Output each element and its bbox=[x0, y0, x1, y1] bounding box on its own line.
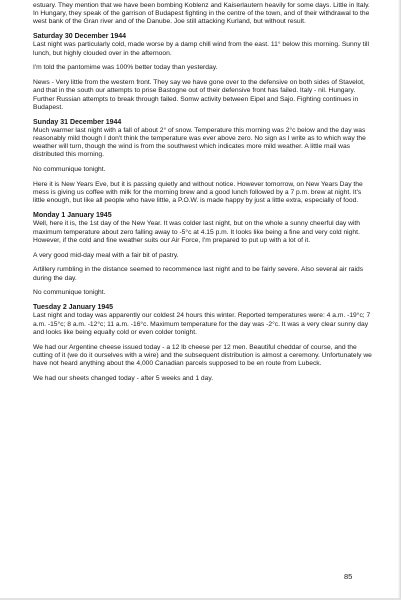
diary-entry-monday-1-january-1945 bbox=[33, 212, 373, 245]
paragraph bbox=[33, 266, 373, 282]
diary-text-column bbox=[33, 2, 373, 390]
entry-date: Sunday 31 December 1944 bbox=[33, 118, 122, 126]
entry-date: Tuesday 2 January 1945 bbox=[33, 304, 114, 312]
paragraph-text: Last night was particularly cold, made worse by a damp chill wind from the east. 11° below this morning. Sunny till lunch, but highly clouded over in the afternoon. bbox=[33, 41, 369, 57]
paragraph-text: Artillery rumbling in the distance seemed to recommence last night and to be fairly severe. Also several air raids during the day. bbox=[33, 266, 364, 282]
paragraph-text: I'm told the pantomime was 100% better today than yesterday. bbox=[33, 64, 218, 72]
diary-entry-tuesday-2-january-1945 bbox=[33, 304, 373, 337]
paragraph bbox=[33, 64, 373, 72]
diary-entry-saturday-30-december-1944 bbox=[33, 33, 373, 58]
paragraph-text: News - Very little from the western front. They say we have gone over to the defensive on both sides of Stavelot, and that in the south our attempts to prise Bastogne out of their defensive front has failed. Italy - nil. Hungary. Further Russian attempts to break through failed. Somw activity between Eipel and Sajo. Fighting continues in Budapest. bbox=[33, 79, 365, 111]
paragraph-text: No communique tonight. bbox=[33, 166, 106, 174]
entry-date: Monday 1 January 1945 bbox=[33, 212, 112, 220]
paragraph-text: Much warmer last night with a fall of about 2° of snow. Temperature this morning was 2°c below and the day was reasonably mild though I don't think the temperature was ever above zero. No sign as I write as to which way the weather will turn, though the wind is from the southwest which indicates more mild weather. A little mail was distributed this morning. bbox=[33, 126, 366, 159]
paragraph-text: estuary. They mention that we have been bombing Koblenz and Kaiserlautern heavily for some days. Little in Italy. In Hungary, they speak of the garrison of Budapest fighting in the centre of the town, and of their withdrawal to the west bank of the Gran river and of the Danube. Joe still attacking Kurland, but without result. bbox=[33, 2, 370, 26]
paragraph-text: Here it is New Years Eve, but it is passing quietly and without notice. However tomorrow, on New Years Day the mess is giving us coffee with milk for the morning brew and a good lunch followed by a 7 p.m. brew at night. It's little enough, but like all people who have little, a P.O.W. is made happy by just a little extra, especially of food. bbox=[33, 181, 363, 205]
paragraph-text: Last night and today was apparently our coldest 24 hours this winter. Reported temperatures were: 4 a.m. -19°c; 7 a.m. -15°c; 8 a.m. -12°c; 11 a.m. -16°c. Maximum temperature for the day was -2°c. It was a very clear sunny day and looks like being equally cold or even colder tonight. bbox=[33, 312, 371, 336]
paragraph bbox=[33, 79, 373, 112]
paragraph-text: A very good mid-day meal with a fair bit of pastry. bbox=[33, 251, 179, 259]
paragraph-text: Well, here it is, the 1st day of the New Year. It was colder last night, but on the whole a sunny cheerful day with maximum temperature about zero falling away to -5°c at 4.15 p.m. It looks like being a fine and very cold night. However, if the cold and fine weather suits our Air Force, I'm prepared to put up with a lot of it. bbox=[33, 220, 361, 244]
paragraph bbox=[33, 375, 373, 383]
paragraph bbox=[33, 166, 373, 174]
paragraph bbox=[33, 289, 373, 297]
entry-date: Saturday 30 December 1944 bbox=[33, 33, 126, 41]
paragraph bbox=[33, 181, 373, 206]
paragraph-text: We had our Argentine cheese issued today - a 12 lb cheese per 12 men. Beautiful cheddar of course, and the cutting of it (we do it ourselves with a wire) and the subsequent distribution is almost a ceremony. Unfortunately we have not heard anything about the 4,000 Canadian parcels supposed to be en route from Lubeck. bbox=[33, 343, 372, 368]
page-number: 85 bbox=[344, 572, 353, 581]
paragraph-text: We had our sheets changed today - after 5 weeks and 1 day. bbox=[33, 374, 214, 382]
diary-entry-sunday-31-december-1944 bbox=[33, 119, 373, 160]
paragraph bbox=[33, 344, 373, 369]
paragraph bbox=[33, 2, 373, 27]
paragraph-text: No communique tonight. bbox=[33, 289, 106, 297]
paragraph bbox=[33, 252, 373, 260]
